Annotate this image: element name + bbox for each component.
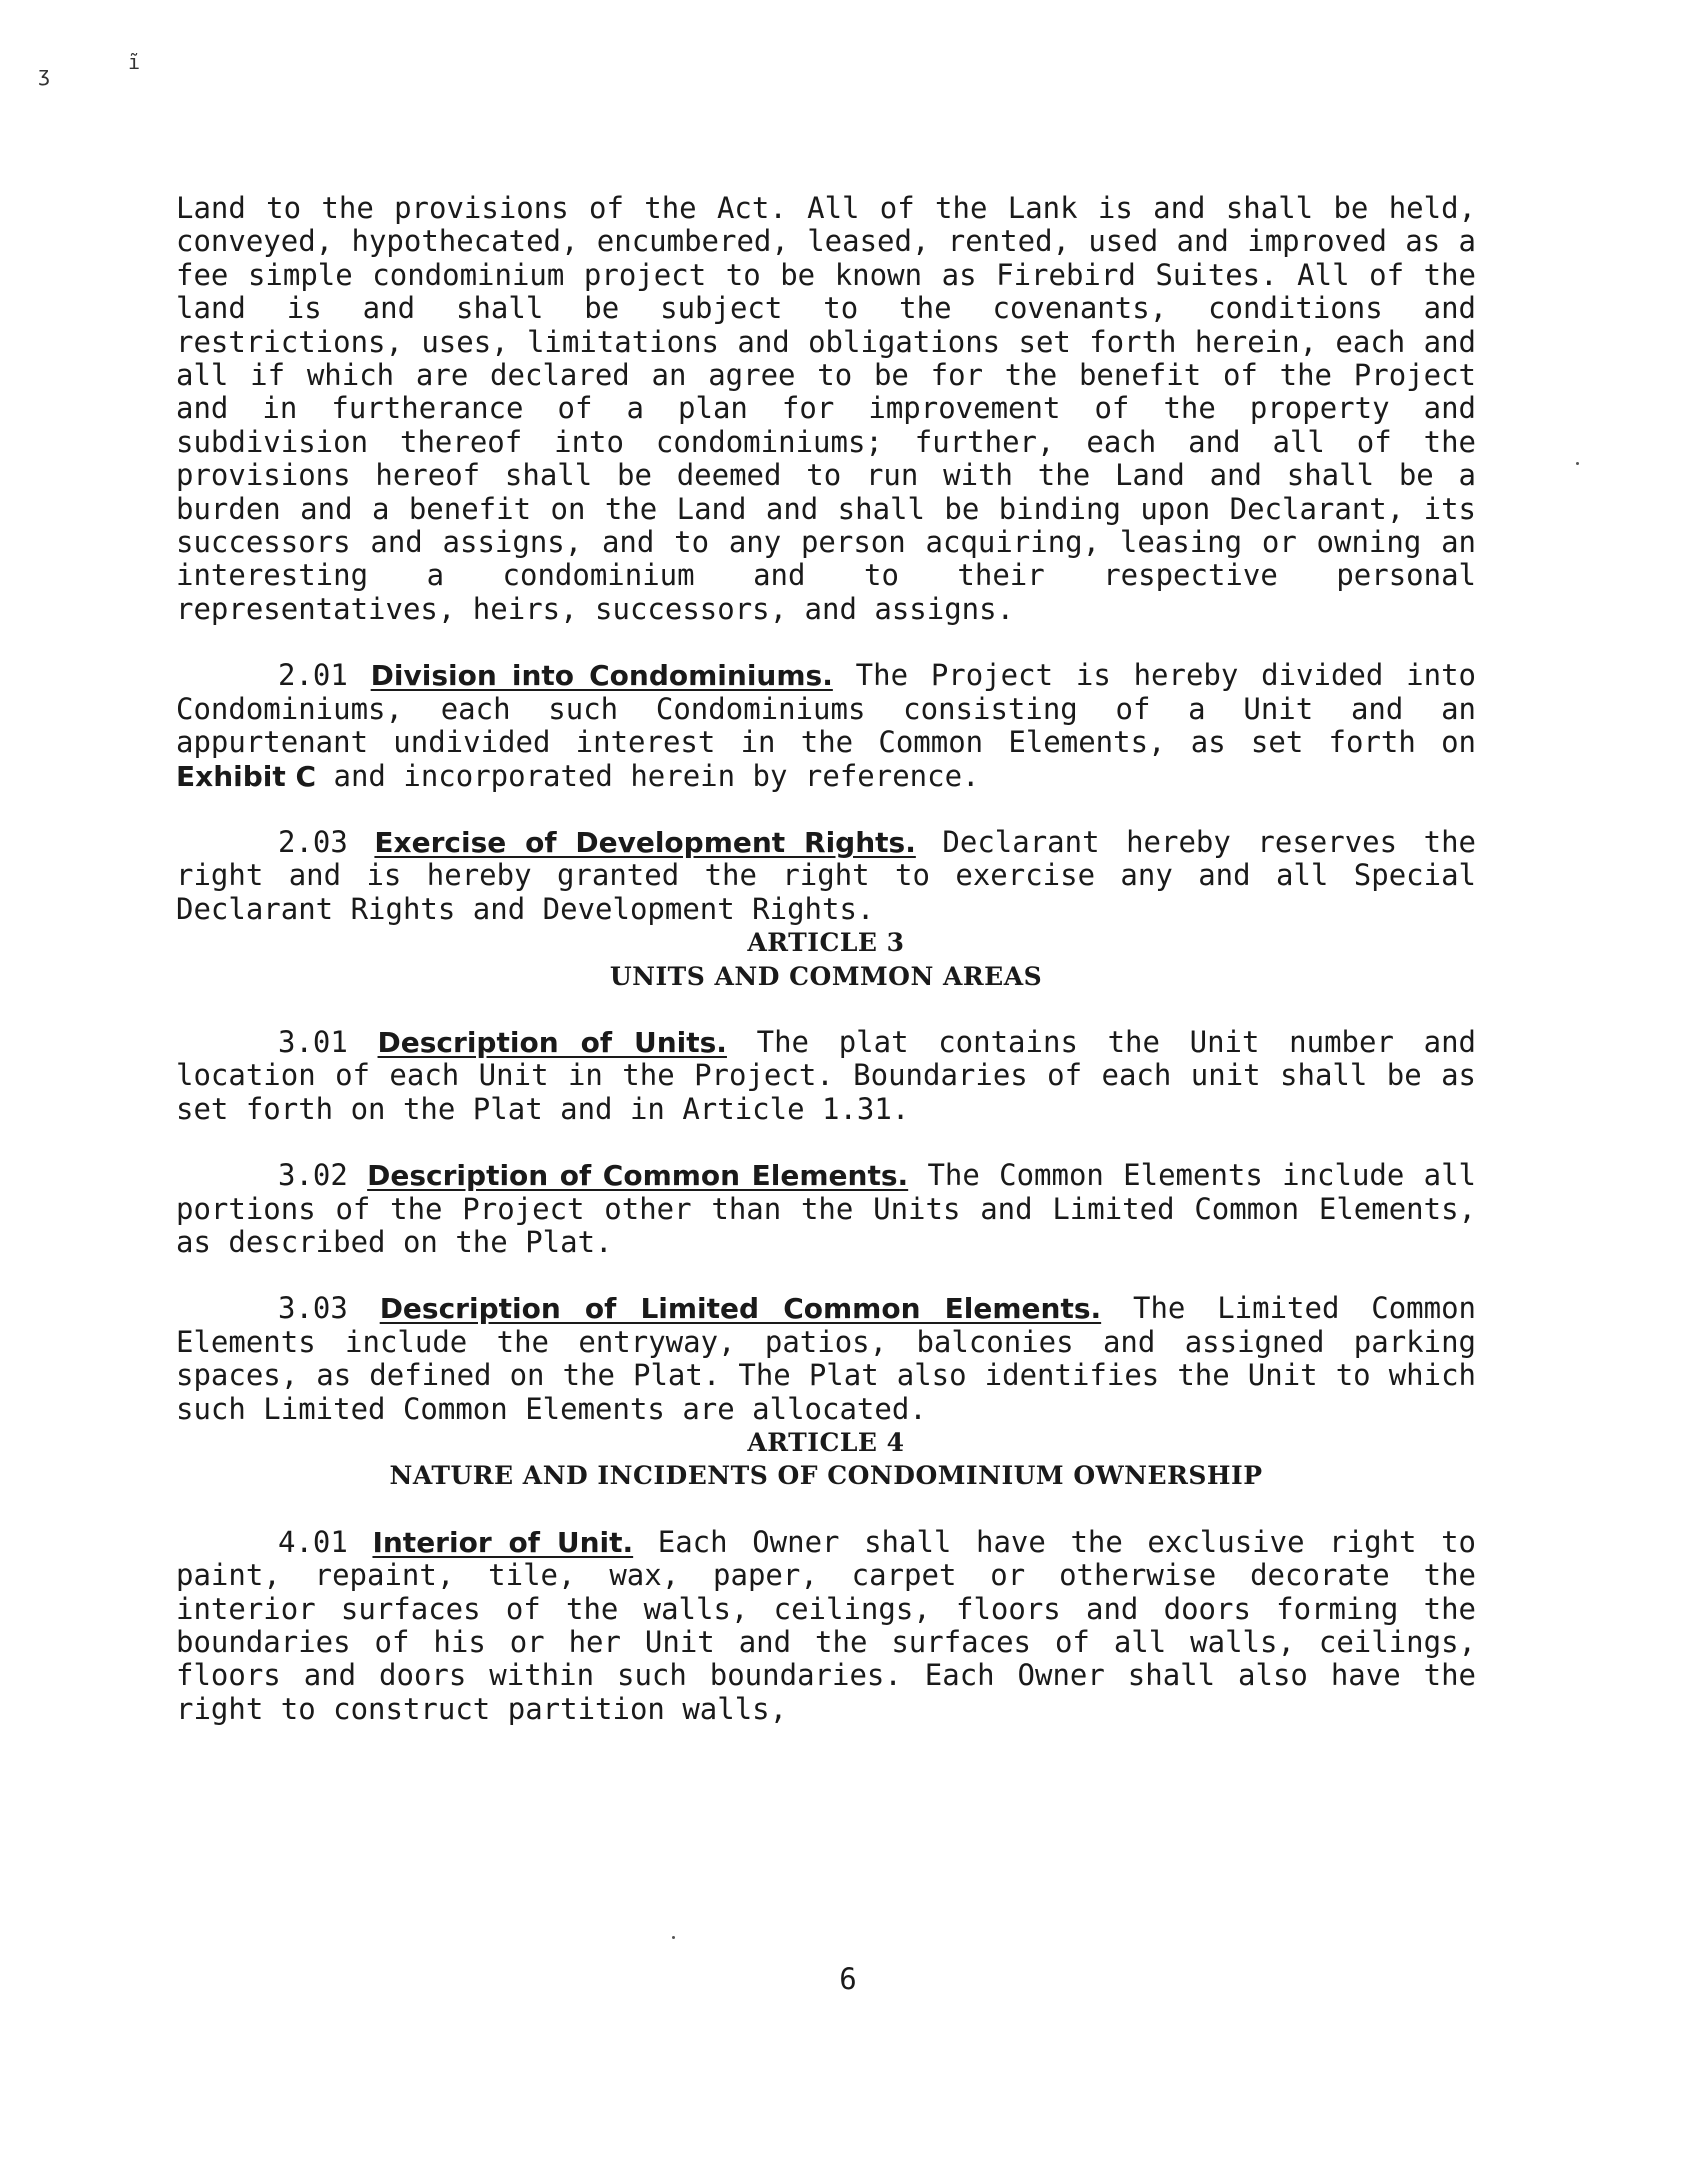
section-3-03 [176,1292,1476,1426]
scan-mark: ʒ [38,62,51,86]
section-number: 3.02 [278,1158,348,1193]
section-number: 2.03 [278,824,348,859]
section-title: Interior of Unit. [372,1525,634,1559]
section-4-01 [176,1526,1476,1726]
section-number: 4.01 [278,1524,348,1559]
section-text: and incorporated herein by reference. [333,758,980,793]
section-text: The Project is hereby divided into Condominiums, each such Condominiums consisting of a Unit and an appurtenant undivided interest in the Common Elements, as set forth on [176,658,1476,760]
scan-speck [672,1936,675,1939]
document-body [176,192,1476,1726]
article-3-label: ARTICLE 3 [747,928,905,958]
section-3-01 [176,1026,1476,1126]
section-2-03 [176,826,1476,926]
section-number: 3.01 [278,1024,348,1059]
intro-paragraph: Land to the provisions of the Act. All of the Lank is and shall be held, conveyed, hypothecated, encumbered, leased, rented, used and improved as a fee simple condominium project to be known as Firebird Suites. All of the land is and shall be subject to the covenants, conditions and restrictions, uses, limitations and obligations set forth herein, each and all if which are declared an agree to be for the benefit of the Project and in furtherance of a plan for improvement of the property and subdivision thereof into condominiums; further, each and all of the provisions hereof shall be deemed to run with the Land and shall be a burden and a benefit on the Land and shall be binding upon Declarant, its successors and assigns, and to any person acquiring, leasing or owning an interesting a condominium and to their respective personal representatives, heirs, successors, and assigns. [176,191,1476,626]
scan-speck [1576,462,1579,465]
section-text: The Limited Common Elements include the entryway, patios, balconies and assigned parking spaces, as defined on the Plat. The Plat also identifies the Unit to which such Limited Common Elements are allocated. [176,1291,1477,1426]
page-number: 6 [839,1962,857,1996]
exhibit-reference: Exhibit C [176,759,317,793]
section-title: Description of Units. [377,1025,727,1059]
section-title: Division into Condominiums. [370,659,833,693]
article-4-title: NATURE AND INCIDENTS OF CONDOMINIUM OWNERSHIP [389,1461,1263,1491]
section-text: Declarant hereby reserves the right and is hereby granted the right to exercise any and all Special Declarant Rights and Development Rights. [176,824,1477,926]
section-text: The plat contains the Unit number and location of each Unit in the Project. Boundaries of each unit shall be as set forth on the Plat and in Article 1.31. [176,1024,1476,1126]
section-text: Each Owner shall have the exclusive right to paint, repaint, tile, wax, paper, carpet or otherwise decorate the interior surfaces of the walls, ceilings, floors and doors forming the boundaries of his or her Unit and the surfaces of all walls, ceilings, floors and doors within such boundaries. Each Owner shall also have the right to construct partition walls, [176,1524,1476,1726]
section-number: 2.01 [278,658,348,693]
section-3-02 [176,1159,1476,1259]
article-3-title: UNITS AND COMMON AREAS [609,961,1043,991]
section-title: Description of Common Elements. [367,1159,909,1193]
section-number: 3.03 [278,1291,348,1326]
section-title: Description of Limited Common Elements. [379,1292,1102,1326]
section-2-01 [176,659,1476,793]
section-title: Exercise of Development Rights. [374,825,916,859]
scan-mark: ĩ [128,50,141,74]
article-4-label: ARTICLE 4 [747,1428,905,1457]
section-text: The Common Elements include all portions of the Project other than the Units and Limited Common Elements, as described on the Plat. [176,1158,1476,1259]
